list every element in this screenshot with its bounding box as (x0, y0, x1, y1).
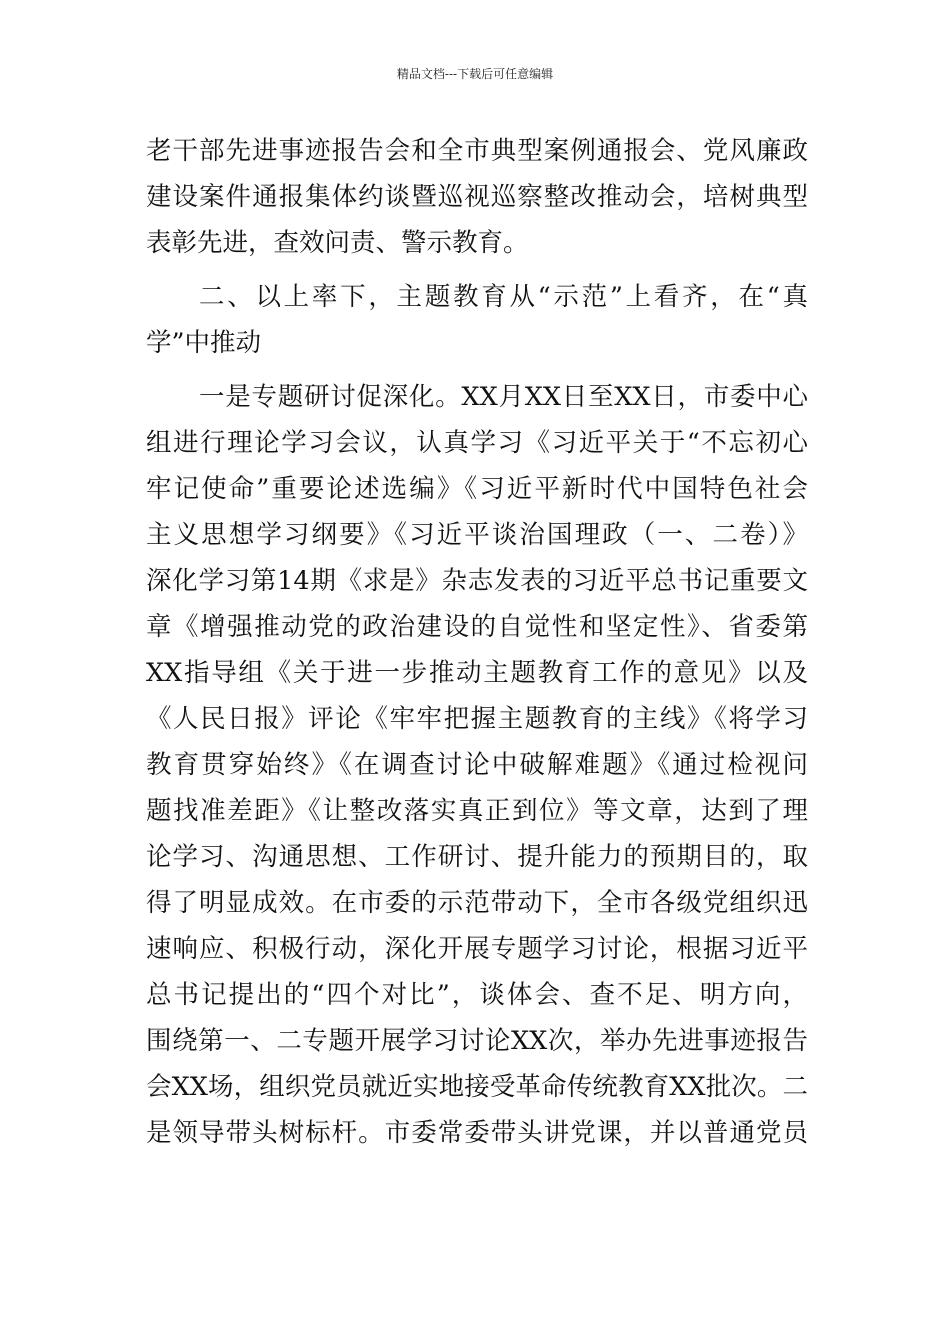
text-line: 主义思想学习纲要》《习近平谈治国理政（一、二卷）》 (146, 520, 808, 550)
document-body (146, 128, 808, 1156)
text-line: 总书记提出的“四个对比”，谈体会、查不足、明方向， (146, 980, 808, 1010)
text-line: 教育贯穿始终》《在调查讨论中破解难题》《通过检视问 (146, 750, 808, 780)
text-line: 会XX场，组织党员就近实地接受革命传统教育XX批次。二 (146, 1072, 808, 1102)
paragraph-continuation (146, 128, 808, 266)
text-line: 一是专题研讨促深化。XX月XX日至XX日，市委中心 (199, 382, 808, 412)
text-line: 表彰先进，查效问责、警示教育。 (146, 228, 529, 258)
section-heading (146, 274, 808, 366)
text-line: 深化学习第14期《求是》杂志发表的习近平总书记重要文 (146, 566, 808, 596)
text-line: 是领导带头树标杆。市委常委带头讲党课，并以普通党员 (146, 1118, 808, 1148)
page-header: 精品文档---下载后可任意编辑 (396, 67, 554, 81)
text-line: 建设案件通报集体约谈暨巡视巡察整改推动会，培树典型 (146, 182, 808, 212)
text-line: 老干部先进事迹报告会和全市典型案例通报会、党风廉政 (146, 136, 808, 166)
text-line: 速响应、积极行动，深化开展专题学习讨论，根据习近平 (146, 934, 808, 964)
text-line: 《人民日报》评论《牢牢把握主题教育的主线》《将学习 (146, 704, 808, 734)
text-line: 牢记使命”重要论述选编》《习近平新时代中国特色社会 (146, 474, 808, 504)
text-line: 围绕第一、二专题开展学习讨论XX次，举办先进事迹报告 (146, 1026, 808, 1056)
text-line: XX指导组《关于进一步推动主题教育工作的意见》以及 (146, 658, 808, 688)
text-line: 组进行理论学习会议，认真学习《习近平关于“不忘初心 (146, 428, 808, 458)
text-line: 学”中推动 (146, 328, 262, 358)
text-line: 二、以上率下，主题教育从“示范”上看齐，在“真 (199, 282, 808, 312)
text-line: 论学习、沟通思想、工作研讨、提升能力的预期目的，取 (146, 842, 808, 872)
text-line: 得了明显成效。在市委的示范带动下，全市各级党组织迅 (146, 888, 808, 918)
text-line: 章《增强推动党的政治建设的自觉性和坚定性》、省委第 (146, 612, 808, 642)
text-line: 题找准差距》《让整改落实真正到位》等文章，达到了理 (146, 796, 808, 826)
paragraph-body (146, 374, 808, 1156)
